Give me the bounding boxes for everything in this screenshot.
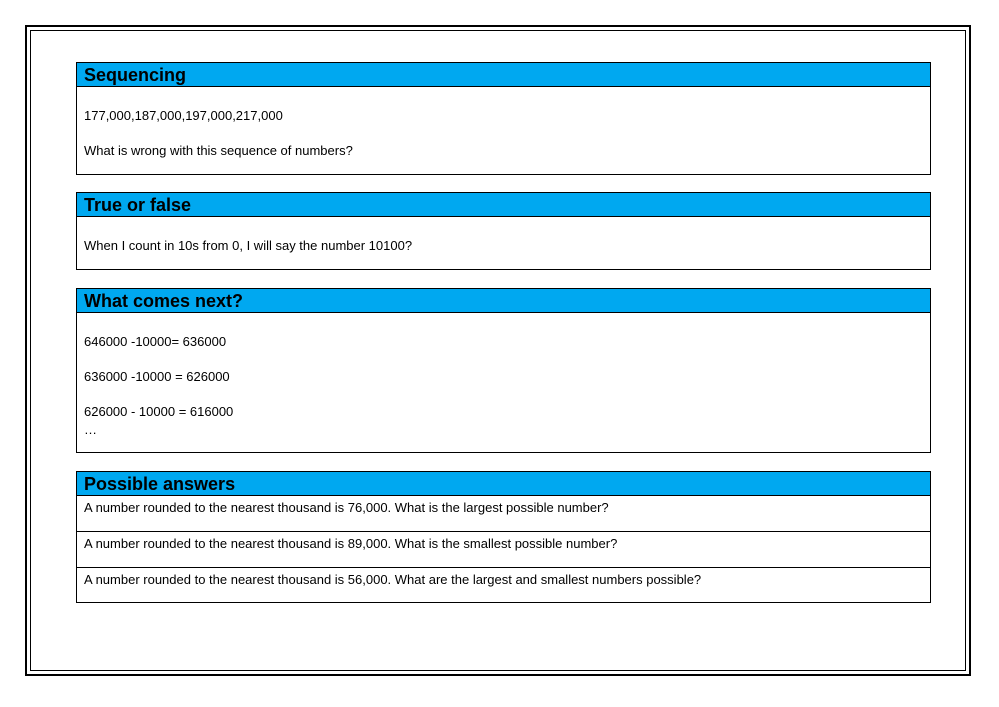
answer-row: A number rounded to the nearest thousand is 76,000. What is the largest possible number? [77, 496, 930, 532]
true-false-section [76, 192, 931, 270]
sequence-question: What is wrong with this sequence of numbers? [84, 143, 353, 158]
possible-answers-section [76, 471, 931, 603]
sequencing-section [76, 62, 931, 175]
section-title: Sequencing [77, 63, 930, 87]
sequence-numbers: 177,000,187,000,197,000,217,000 [84, 108, 283, 123]
answer-row: A number rounded to the nearest thousand is 56,000. What are the largest and smallest numbers possible? [84, 572, 702, 587]
equation-line: 636000 -10000 = 626000 [84, 369, 230, 384]
true-false-statement: When I count in 10s from 0, I will say the number 10100? [84, 238, 413, 253]
section-title: True or false [77, 193, 930, 217]
equation-line: 646000 -10000= 636000 [84, 334, 227, 349]
answer-row: A number rounded to the nearest thousand is 89,000. What is the smallest possible number? [77, 532, 930, 568]
section-title: Possible answers [77, 472, 930, 496]
what-comes-next-section [76, 288, 931, 453]
section-title: What comes next? [77, 289, 930, 313]
equation-line: 626000 - 10000 = 616000 [84, 404, 234, 419]
ellipsis: … [84, 422, 97, 437]
